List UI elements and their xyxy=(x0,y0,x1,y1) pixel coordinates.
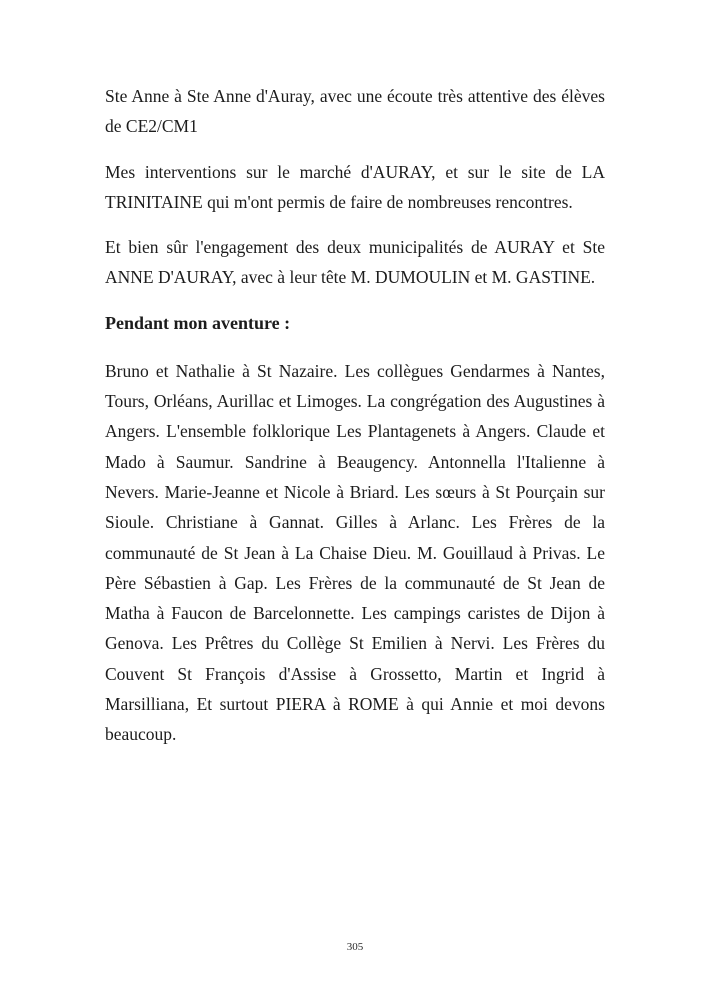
page-number: 305 xyxy=(346,941,364,953)
body-paragraph: Bruno et Nathalie à St Nazaire. Les collègues Gendarmes à Nantes, Tours, Orléans, Aurillac et Limoges. La congrégation des Augustines à Angers. L'ensemble folklorique Les Plantagenets à Angers. Claude et Mado à Saumur. Sandrine à Beaugency. Antonnella l'Italienne à Nevers. Marie-Jeanne et Nicole à Briard. Les sœurs à St Pourçain sur Sioule. Christiane à Gannat. Gilles à Arlanc. Les Frères de la communauté de St Jean à La Chaise Dieu. M. Gouillaud à Privas. Le Père Sébastien à Gap. Les Frères de la communauté de St Jean de Matha à Faucon de Barcelonnette. Les campings caristes de Dijon à Genova. Les Prêtres du Collège St Emilien à Nervi. Les Frères du Couvent St François d'Assise à Grossetto, Martin et Ingrid à Marsilliana, Et surtout PIERA à ROME à qui Annie et moi devons beaucoup. xyxy=(105,360,605,745)
section-heading: Pendant mon aventure : xyxy=(105,312,291,333)
paragraph-ste-anne: Ste Anne à Ste Anne d'Auray, avec une écoute très attentive des élèves de CE2/CM1 xyxy=(105,86,605,137)
document-page xyxy=(105,81,605,765)
paragraph-engagement: Et bien sûr l'engagement des deux municipalités de AURAY et Ste ANNE D'AURAY, avec à leur tête M. DUMOULIN et M. GASTINE. xyxy=(105,237,605,288)
paragraph-interventions: Mes interventions sur le marché d'AURAY, et sur le site de LA TRINITAINE qui m'ont permis de faire de nombreuses rencontres. xyxy=(105,161,605,212)
